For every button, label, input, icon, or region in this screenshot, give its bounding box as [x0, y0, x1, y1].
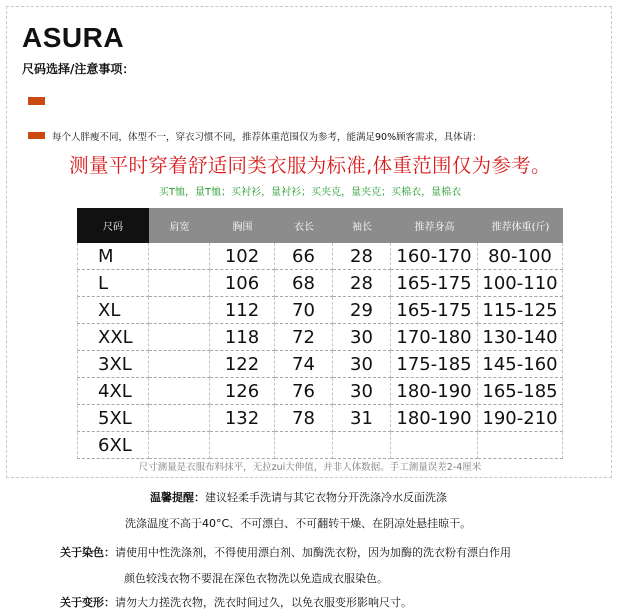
cell-length: 72	[275, 324, 333, 351]
cell-length: 68	[275, 270, 333, 297]
dye-note-continued: 颜色较浅衣物不要混在深色衣物洗以免造成衣服染色。	[124, 572, 388, 585]
cell-chest: 118	[210, 324, 275, 351]
cell-sleeve: 30	[333, 378, 391, 405]
cell-height: 165-175	[391, 270, 478, 297]
cell-height	[391, 432, 478, 459]
table-row	[77, 297, 563, 324]
cell-height: 160-170	[391, 243, 478, 270]
orange-marker	[28, 132, 45, 139]
cell-height: 180-190	[391, 378, 478, 405]
cell-weight: 80-100	[478, 243, 563, 270]
cell-sleeve	[333, 432, 391, 459]
care-tip	[150, 489, 447, 505]
dye-note	[60, 544, 511, 560]
cell-sleeve: 28	[333, 243, 391, 270]
table-row	[77, 405, 563, 432]
cell-shoulder	[149, 405, 210, 432]
cell-chest: 122	[210, 351, 275, 378]
table-header-row	[77, 208, 563, 243]
cell-length: 74	[275, 351, 333, 378]
dye-label: 关于染色：	[60, 546, 115, 559]
cell-size: L	[77, 270, 149, 297]
cell-size: 5XL	[77, 405, 149, 432]
deform-label: 关于变形：	[60, 596, 115, 609]
cell-chest: 106	[210, 270, 275, 297]
size-table	[77, 208, 563, 459]
cell-weight: 190-210	[478, 405, 563, 432]
care-tip-label: 温馨提醒：	[150, 491, 205, 504]
cell-weight: 145-160	[478, 351, 563, 378]
cell-height: 170-180	[391, 324, 478, 351]
cell-height: 165-175	[391, 297, 478, 324]
header-height: 推荐身高	[391, 208, 478, 243]
header-length: 衣长	[275, 208, 333, 243]
header-size: 尺码	[77, 208, 149, 243]
table-row	[77, 270, 563, 297]
cell-size: 6XL	[77, 432, 149, 459]
deform-note	[60, 594, 412, 610]
cell-size: XL	[77, 297, 149, 324]
table-row	[77, 324, 563, 351]
cell-chest: 132	[210, 405, 275, 432]
cell-size: 4XL	[77, 378, 149, 405]
cell-shoulder	[149, 324, 210, 351]
cell-length: 66	[275, 243, 333, 270]
cell-height: 175-185	[391, 351, 478, 378]
fit-notice: 每个人胖瘦不同，体型不一，穿衣习惯不同，推荐体重范围仅为参考，能满足90%顾客需求，具体请：	[52, 132, 482, 143]
cell-size: 3XL	[77, 351, 149, 378]
cell-weight: 115-125	[478, 297, 563, 324]
cell-sleeve: 29	[333, 297, 391, 324]
cell-size: XXL	[77, 324, 149, 351]
cell-chest: 126	[210, 378, 275, 405]
table-footnote: 尺寸测量是衣服布料抹平，无拉zui大伸值，并非人体数据。手工测量误差2-4厘米	[138, 462, 482, 473]
cell-chest	[210, 432, 275, 459]
cell-length: 78	[275, 405, 333, 432]
measure-tip: 买T恤，量T恤；买衬衫，量衬衫；买夹克，量夹克；买棉衣，量棉衣	[158, 187, 462, 198]
cell-shoulder	[149, 351, 210, 378]
section-subtitle: 尺码选择/注意事项：	[22, 62, 135, 76]
wash-temperature: 洗涤温度不高于40°C、不可漂白、不可翻转干燥、在阴凉处悬挂晾干。	[125, 517, 472, 530]
cell-length	[275, 432, 333, 459]
cell-length: 76	[275, 378, 333, 405]
cell-height: 180-190	[391, 405, 478, 432]
cell-weight: 165-185	[478, 378, 563, 405]
table-row	[77, 351, 563, 378]
dye-text: 请使用中性洗涤剂，不得使用漂白剂、加酶洗衣粉，因为加酶的洗衣粉有漂白作用	[115, 546, 511, 559]
cell-size: M	[77, 243, 149, 270]
cell-weight: 130-140	[478, 324, 563, 351]
cell-shoulder	[149, 243, 210, 270]
care-tip-text: 建议轻柔手洗请与其它衣物分开洗涤冷水反面洗涤	[205, 491, 447, 504]
cell-shoulder	[149, 378, 210, 405]
cell-chest: 102	[210, 243, 275, 270]
table-row	[77, 243, 563, 270]
cell-sleeve: 28	[333, 270, 391, 297]
cell-sleeve: 30	[333, 351, 391, 378]
header-sleeve: 袖长	[333, 208, 391, 243]
measure-headline: 测量平时穿着舒适同类衣服为标准,体重范围仅为参考。	[69, 154, 551, 177]
cell-shoulder	[149, 270, 210, 297]
table-row	[77, 378, 563, 405]
cell-shoulder	[149, 432, 210, 459]
cell-chest: 112	[210, 297, 275, 324]
header-chest: 胸围	[210, 208, 275, 243]
deform-text: 请勿大力搓洗衣物，洗衣时间过久，以免衣服变形影响尺寸。	[115, 596, 412, 609]
cell-weight: 100-110	[478, 270, 563, 297]
brand-logo: ASURA	[22, 22, 125, 53]
cell-shoulder	[149, 297, 210, 324]
cell-sleeve: 30	[333, 324, 391, 351]
table-row	[77, 432, 563, 459]
cell-length: 70	[275, 297, 333, 324]
header-shoulder: 肩宽	[149, 208, 210, 243]
cell-weight	[478, 432, 563, 459]
header-weight: 推荐体重(斤)	[478, 208, 563, 243]
orange-marker	[28, 97, 45, 105]
cell-sleeve: 31	[333, 405, 391, 432]
